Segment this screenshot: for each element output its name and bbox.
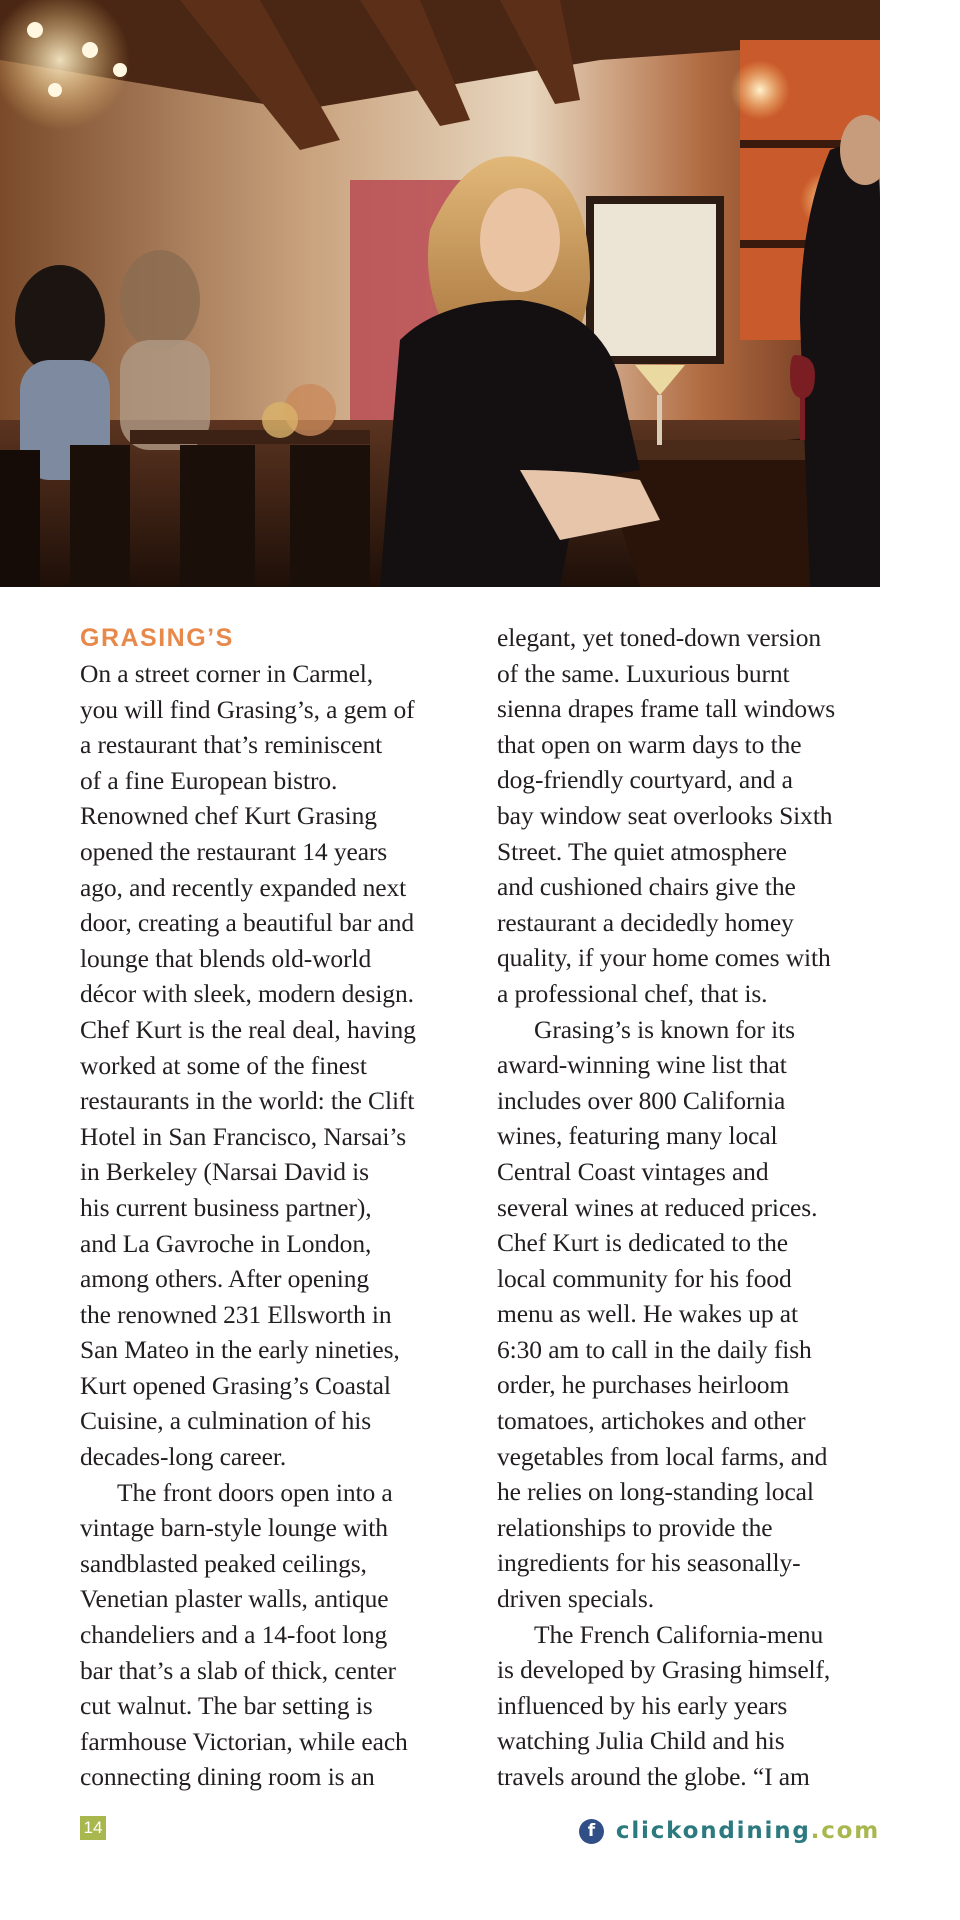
text-line: decades-long career. (80, 1442, 287, 1472)
text-line: award-winning wine list that (497, 1050, 787, 1080)
text-line: he relies on long-standing local (497, 1477, 814, 1507)
text-line: includes over 800 California (497, 1085, 786, 1115)
text-line: Renowned chef Kurt Grasing (80, 801, 377, 831)
text-line: sandblasted peaked ceilings, (80, 1548, 367, 1578)
text-line: sienna drapes frame tall windows (497, 694, 836, 724)
facebook-icon[interactable]: f (579, 1819, 604, 1844)
text-line: farmhouse Victorian, while each (80, 1726, 408, 1756)
text-line: that open on warm days to the (497, 729, 802, 759)
restaurant-photo (0, 0, 880, 587)
text-line: cut walnut. The bar setting is (80, 1691, 373, 1721)
text-line: of the same. Luxurious burnt (497, 658, 790, 688)
text-line: travels around the globe. “I am (497, 1762, 810, 1791)
site-name[interactable]: clickondining (615, 1818, 811, 1844)
text-line: opened the restaurant 14 years (80, 836, 388, 866)
site-tld[interactable]: .com (810, 1818, 880, 1844)
text-line: among others. After opening (80, 1264, 370, 1294)
text-line: ago, and recently expanded next (80, 872, 407, 902)
text-line: Chef Kurt is dedicated to the (497, 1228, 788, 1258)
text-line: chandeliers and a 14-foot long (80, 1620, 388, 1650)
text-line: Grasing’s is known for its (534, 1014, 795, 1044)
text-line: On a street corner in Carmel, (80, 659, 374, 688)
text-line: is developed by Grasing himself, (497, 1655, 831, 1685)
text-line: Venetian plaster walls, antique (80, 1584, 389, 1614)
site-link[interactable] (579, 1816, 880, 1846)
text-line: bay window seat overlooks Sixth (497, 800, 833, 830)
text-line: vintage barn-style lounge with (80, 1513, 388, 1543)
text-line: Central Coast vintages and (497, 1156, 769, 1186)
text-line: driven specials. (497, 1584, 655, 1614)
text-line: relationships to provide the (497, 1512, 773, 1542)
left-column-text (80, 656, 465, 1795)
text-line: in Berkeley (Narsai David is (80, 1157, 369, 1187)
text-line: worked at some of the finest (80, 1050, 367, 1080)
text-line: Chef Kurt is the real deal, having (80, 1014, 416, 1044)
text-line: ingredients for his seasonally- (497, 1548, 801, 1578)
text-line: Hotel in San Francisco, Narsai’s (80, 1121, 407, 1151)
right-column-text (497, 620, 880, 1795)
text-line: décor with sleek, modern design. (80, 979, 414, 1009)
text-line: Street. The quiet atmosphere (497, 836, 787, 866)
text-line: 6:30 am to call in the daily fish (497, 1334, 812, 1364)
text-line: Cuisine, a culmination of his (80, 1406, 372, 1436)
text-line: Kurt opened Grasing’s Coastal (80, 1370, 391, 1400)
text-line: a restaurant that’s reminiscent (80, 730, 383, 760)
text-line: and cushioned chairs give the (497, 872, 796, 902)
text-line: connecting dining room is an (80, 1762, 375, 1792)
text-line: bar that’s a slab of thick, center (80, 1655, 396, 1685)
text-line: of a fine European bistro. (80, 765, 338, 795)
text-line: tomatoes, artichokes and other (497, 1406, 806, 1436)
article-heading: GRASING’S (80, 624, 234, 652)
text-line: elegant, yet toned-down version (497, 623, 822, 652)
text-line: wines, featuring many local (497, 1121, 778, 1151)
text-line: his current business partner), (80, 1192, 372, 1222)
text-line: you will find Grasing’s, a gem of (80, 694, 415, 724)
text-line: and La Gavroche in London, (80, 1228, 372, 1258)
text-line: watching Julia Child and his (497, 1726, 785, 1756)
page-margin (880, 0, 960, 1920)
article-column-left (80, 620, 465, 1795)
text-line: order, he purchases heirloom (497, 1370, 790, 1400)
text-line: quality, if your home comes with (497, 943, 831, 973)
text-line: The French California-menu (534, 1619, 824, 1649)
text-line: restaurant a decidedly homey (497, 907, 794, 937)
text-line: vegetables from local farms, and (497, 1441, 828, 1471)
text-line: menu as well. He wakes up at (497, 1299, 798, 1329)
text-line: dog-friendly courtyard, and a (497, 765, 793, 795)
text-line: restaurants in the world: the Clift (80, 1086, 415, 1116)
text-line: the renowned 231 Ellsworth in (80, 1299, 392, 1329)
text-line: lounge that blends old-world (80, 943, 372, 973)
article-column-right (497, 620, 880, 1795)
text-line: influenced by his early years (497, 1690, 788, 1720)
text-line: a professional chef, that is. (497, 978, 768, 1008)
text-line: door, creating a beautiful bar and (80, 908, 415, 938)
text-line: several wines at reduced prices. (497, 1192, 818, 1222)
text-line: The front doors open into a (117, 1477, 393, 1507)
text-line: local community for his food (497, 1263, 792, 1293)
text-line: San Mateo in the early nineties, (80, 1335, 400, 1365)
page-number-badge: 14 (80, 1816, 106, 1840)
